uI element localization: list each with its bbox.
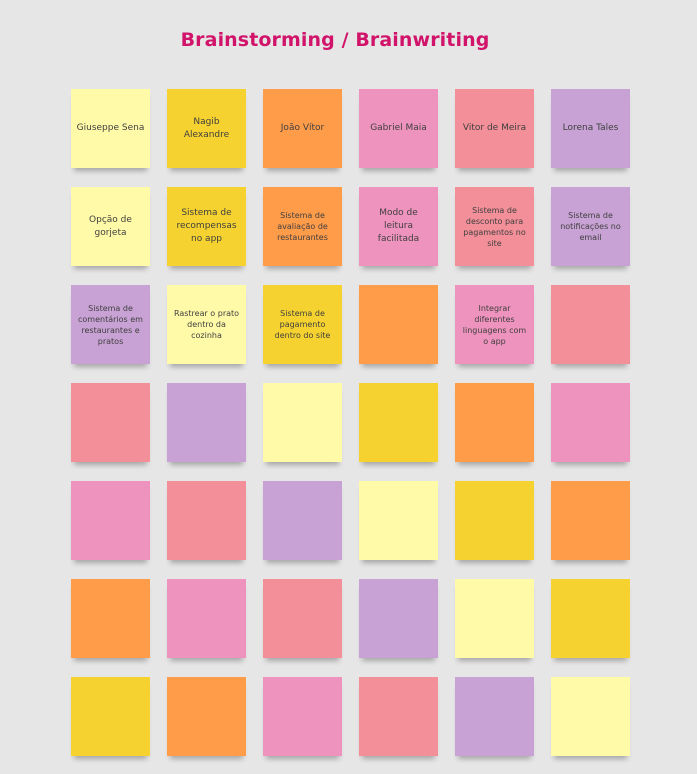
sticky-note-text: Lorena Tales [562,123,619,133]
sticky-note[interactable] [359,579,438,658]
sticky-note-grid [71,89,630,756]
sticky-note[interactable] [551,677,630,756]
sticky-note[interactable] [71,89,150,168]
sticky-note[interactable] [263,677,342,756]
sticky-note[interactable] [167,285,246,364]
sticky-note[interactable] [455,89,534,168]
sticky-note[interactable] [167,677,246,756]
sticky-note[interactable] [455,677,534,756]
sticky-note[interactable] [263,89,342,168]
sticky-note-text: Sistema de comentários em restaurantes e pratos [78,303,143,346]
sticky-note-text: Opção de gorjeta [89,214,132,238]
sticky-note[interactable] [263,481,342,560]
sticky-note[interactable] [71,383,150,462]
sticky-note[interactable] [167,383,246,462]
sticky-note[interactable] [167,481,246,560]
sticky-note[interactable] [359,89,438,168]
sticky-note-text: Rastrear o prato dentro da cozinha [173,309,240,340]
sticky-note-text: Sistema de pagamento dentro do site [274,309,331,340]
sticky-note[interactable] [455,383,534,462]
sticky-note[interactable] [359,383,438,462]
sticky-note[interactable] [551,383,630,462]
sticky-note[interactable] [551,579,630,658]
sticky-note[interactable] [359,187,438,266]
sticky-note[interactable] [359,285,438,364]
sticky-note-text: João Vítor [280,123,325,133]
sticky-note[interactable] [455,187,534,266]
sticky-note[interactable] [551,481,630,560]
sticky-note[interactable] [263,285,342,364]
sticky-note[interactable] [455,481,534,560]
sticky-note[interactable] [359,677,438,756]
sticky-note-text: Sistema de recompensas no app [176,208,237,244]
sticky-note-text: Sistema de desconto para pagamentos no site [463,205,526,248]
sticky-note[interactable] [71,187,150,266]
sticky-note[interactable] [71,579,150,658]
sticky-note[interactable] [71,285,150,364]
sticky-note-text: Nagib Alexandre [183,116,230,140]
sticky-note[interactable] [263,579,342,658]
sticky-note-text: Sistema de notificações no email [560,211,621,242]
sticky-note-text: Vitor de Meira [462,123,527,133]
sticky-note[interactable] [455,285,534,364]
sticky-note[interactable] [263,383,342,462]
sticky-note[interactable] [167,187,246,266]
sticky-note-text: Giuseppe Sena [76,123,145,133]
board-title: Brainstorming / Brainwriting [180,29,490,51]
sticky-note-text: Integrar diferentes linguagens com o app [462,303,527,346]
sticky-note[interactable] [551,285,630,364]
sticky-note-text: Sistema de avaliação de restaurantes [277,211,328,242]
sticky-note-text: Modo de leitura facilitada [377,208,420,244]
sticky-note[interactable] [71,481,150,560]
sticky-note[interactable] [263,187,342,266]
sticky-note[interactable] [167,89,246,168]
sticky-note[interactable] [359,481,438,560]
sticky-note[interactable] [167,579,246,658]
sticky-note[interactable] [455,579,534,658]
sticky-note[interactable] [551,89,630,168]
sticky-note-text: Gabriel Maia [370,123,427,133]
sticky-note[interactable] [71,677,150,756]
sticky-note[interactable] [551,187,630,266]
